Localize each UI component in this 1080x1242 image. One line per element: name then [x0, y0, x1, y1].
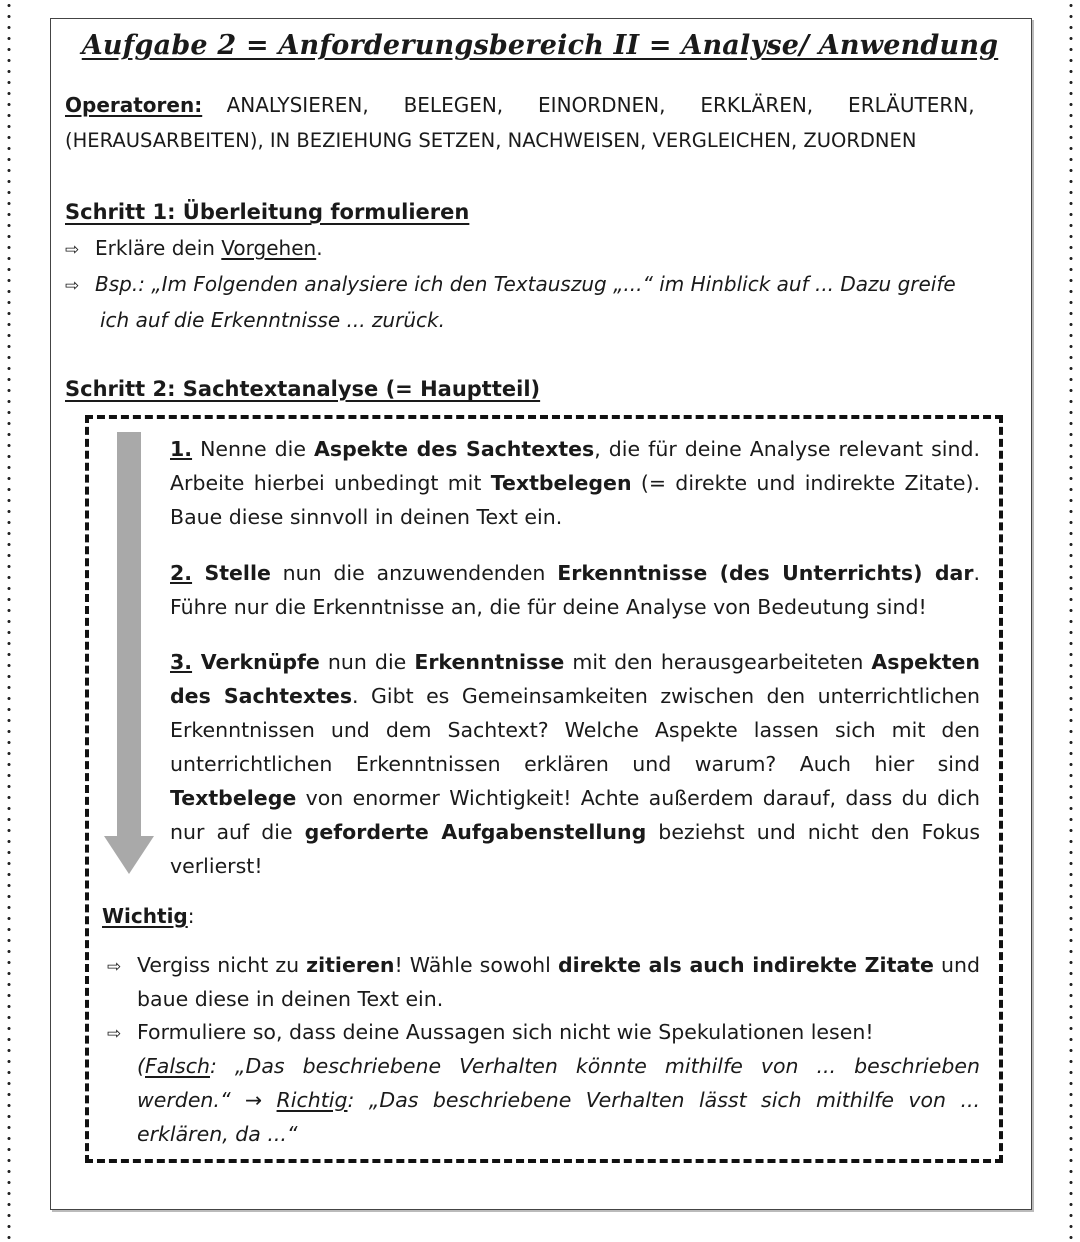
dotted-border-left [6, 0, 12, 1242]
step1-bullet-2: ⇨ Bsp.: „Im Folgenden analysiere ich den Textauszug „...“ im Hinblick auf ... Dazu greife [65, 267, 956, 303]
arrow-right-icon: ⇨ [107, 957, 122, 977]
step1-bullet-2-cont: ich auf die Erkenntnisse ... zurück. [100, 308, 445, 332]
operators-label: Operatoren: [65, 93, 203, 117]
flow-arrow-shaft [117, 432, 141, 838]
step2-heading: Schritt 2: Sachtextanalyse (= Hauptteil) [65, 377, 541, 401]
operators-list-2: (HERAUSARBEITEN), IN BEZIEHUNG SETZEN, NACHWEISEN, VERGLEICHEN, ZUORDNEN [65, 129, 917, 152]
dotted-border-right [1068, 0, 1074, 1242]
important-bullet-1: Vergiss nicht zu zitieren! Wähle sowohl direkte als auch indirekte Zitate und baue diese in deinen Text ein. [137, 953, 980, 1011]
step2-item-2: 2. Stelle nun die anzuwendenden Erkenntnisse (des Unterrichts) dar. Führe nur die Erkenntnisse an, die für deine Analyse von Bedeutung sind! [170, 561, 981, 619]
step2-item-3: 3. Verknüpfe nun die Erkenntnisse mit den herausgearbeiteten Aspekten des Sachtextes. Gibt es Gemeinsamkeiten zwischen den unterrichtlichen Erkenntnissen und dem Sachtext? Welche Aspekte lassen sich mit den unterrichtlichen Erkenntnissen erklären und warum? Auch hier sind Textbelege von enormer Wichtigkeit! Achte außerdem darauf, dass du dich nur auf die geforderte Aufgabenstellung beziehst und nicht den Fokus verlierst! [170, 650, 981, 878]
operators-line-1 [65, 88, 1015, 122]
important-bullet-2: Formuliere so, dass deine Aussagen sich nicht wie Spekulationen lesen! [137, 1020, 874, 1044]
operators-list-1: ANALYSIEREN, BELEGEN, EINORDNEN, ERKLÄREN, ERLÄUTERN, [226, 93, 975, 117]
important-example: (Falsch: „Das beschriebene Verhalten könnte mithilfe von ... beschrieben werden.“ → Richtig: „Das beschriebene Verhalten lässt sich mithilfe von ... erklären, da ...“ [137, 1054, 980, 1146]
arrow-down-icon [104, 836, 154, 874]
page-title: Aufgabe 2 = Anforderungsbereich II = Analyse/ Anwendung [81, 30, 999, 61]
step2-item-1: 1. Nenne die Aspekte des Sachtextes, die für deine Analyse relevant sind. Arbeite hierbei unbedingt mit Textbelegen (= direkte und indirekte Zitate). Baue diese sinnvoll in deinen Text ein. [170, 437, 980, 529]
step1-heading: Schritt 1: Überleitung formulieren [65, 200, 470, 224]
step1-bullet-1: ⇨ Erkläre dein Vorgehen. [65, 231, 323, 267]
important-label: Wichtig: [102, 904, 195, 928]
arrow-right-icon: ⇨ [65, 240, 80, 260]
arrow-right-icon: ⇨ [65, 276, 80, 296]
arrow-right-icon: ⇨ [107, 1024, 122, 1044]
